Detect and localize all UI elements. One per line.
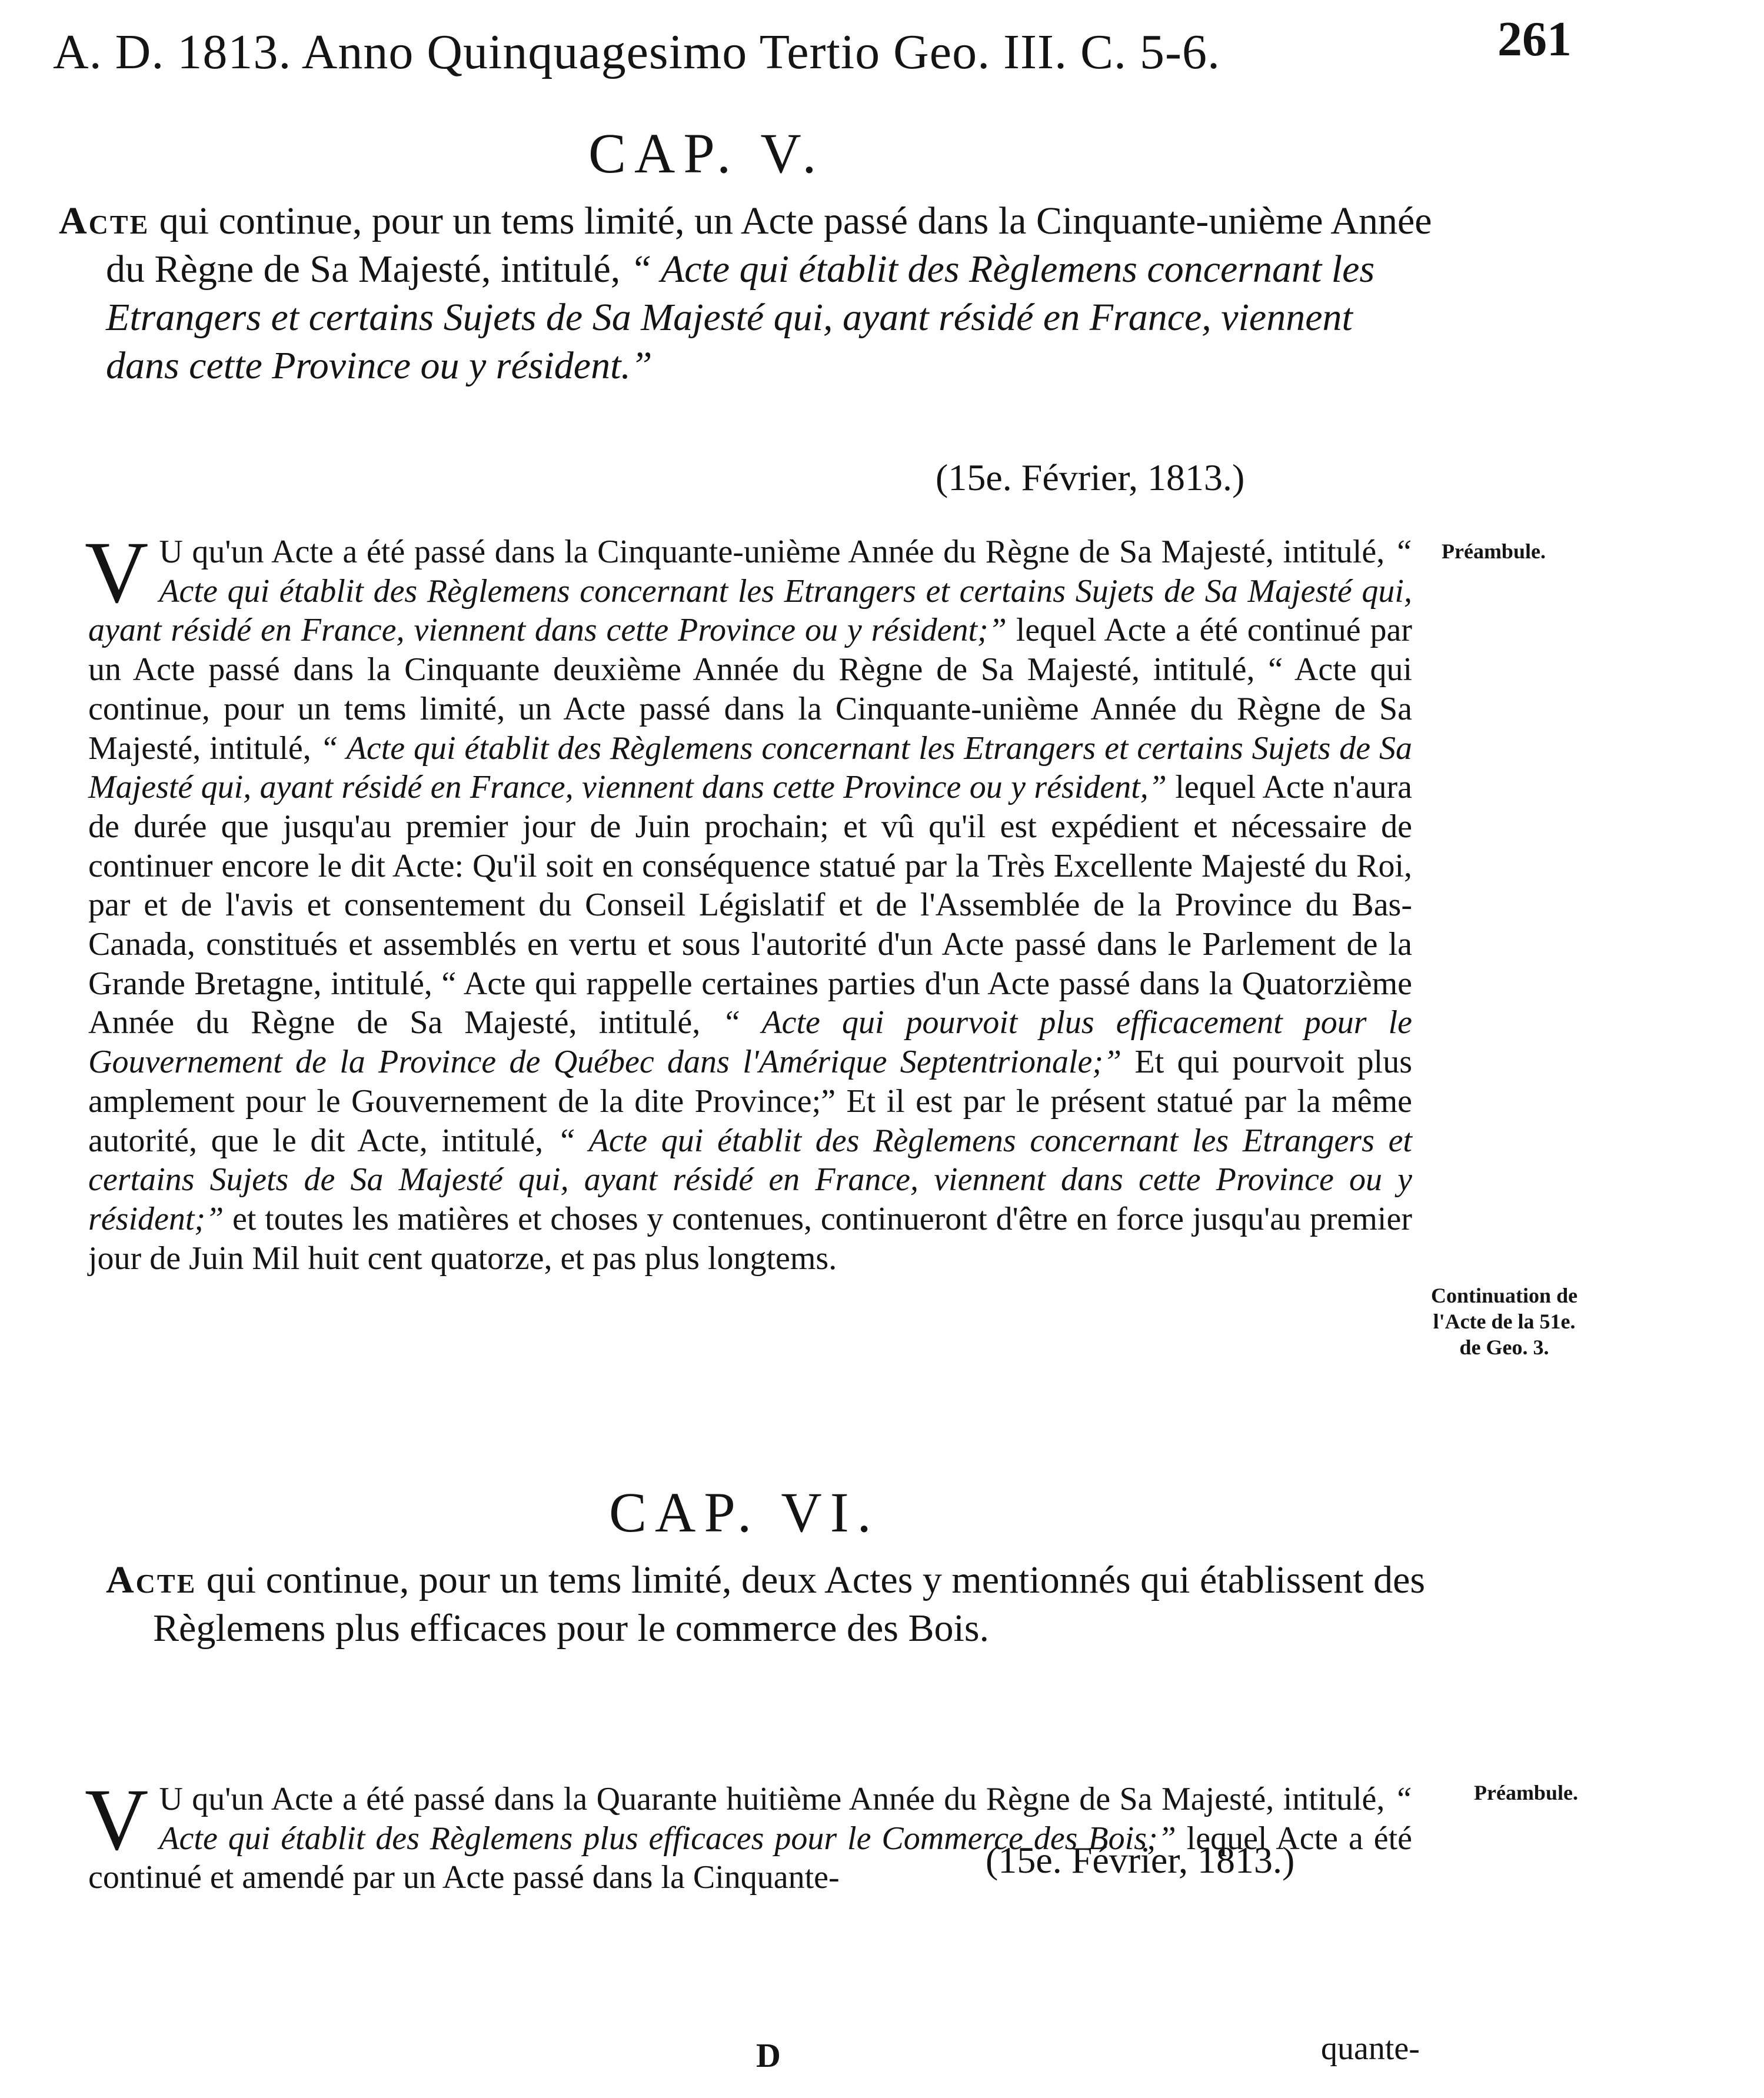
body-italic-run: “ Acte qui établit des Règlemens plus efficaces pour le Commerce des Bois;” <box>159 1781 1412 1857</box>
chapter-heading-cap-v: CAP. V. <box>588 122 825 185</box>
act-title-lead: Acte <box>106 1558 197 1601</box>
drop-cap: V <box>85 1771 149 1869</box>
act-title-text: qui continue, pour un tems limité, deux Actes y mentionnés qui établissent des Règlemens plus efficaces pour le commerce des Bois. <box>153 1558 1426 1650</box>
act-title-quoted: “ Acte qui établit des Règlemens concernant les Etrangers et certains Sujets de Sa Majesté qui, ayant résidé en France, viennent dans cette Province ou y résident.” <box>106 248 1375 387</box>
margin-note-continuation: Continuation de l'Acte de la 51e. de Geo. 3. <box>1431 1284 1578 1359</box>
running-head: A. D. 1813. Anno Quinquagesimo Tertio Geo. III. C. 5-6. <box>53 25 1221 79</box>
body-text-run: lequel Acte a été continué et amendé par un Acte passé dans la Cinquante- <box>88 1820 1412 1896</box>
page-number: 261 <box>1497 12 1572 66</box>
body-text-run: U qu'un Acte a été passé dans la Cinquante-unième Année du Règne de Sa Majesté, intitulé, <box>159 534 1394 570</box>
body-text-run: Et qui pourvoit plus amplement pour le Gouvernement de la dite Province;” Et il est par le présent statué par la même autorité, que le dit Acte, intitulé, <box>88 1044 1412 1159</box>
body-italic-run: “ Acte qui établit des Règlemens concernant les Etrangers et certains Sujets de Sa Majesté qui, ayant résidé en France, viennent dans cette Province ou y résident;” <box>88 534 1412 649</box>
chapter-heading-cap-vi: CAP. VI. <box>609 1481 880 1544</box>
body-text-run: lequel Acte n'aura de durée que jusqu'au premier jour de Juin prochain; et vû qu'il est expédient et nécessaire de continuer encore le dit Acte: Qu'il soit en conséquence statué par la Très Excellente Majesté du Roi, par et de l'avis et consentement du Conseil Législatif et de l'Assemblée de la Province du Bas-Canada, constitués et assemblés en vertu et sous l'autorité d'un Acte passé dans le Parlement de la Grande Bretagne, intitulé, “ Acte qui rappelle certaines parties d'un Acte passé dans la Quatorzième Année du Règne de Sa Majesté, intitulé, <box>88 769 1412 1041</box>
body-italic-run: “ Acte qui établit des Règlemens concernant les Etrangers et certains Sujets de Sa Majesté qui, ayant résidé en France, viennent dans cette Province ou y résident,” <box>88 730 1412 806</box>
drop-cap: V <box>85 524 149 621</box>
body-italic-run: “ Acte qui établit des Règlemens concernant les Etrangers et certains Sujets de Sa Majesté qui, ayant résidé en France, viennent dans cette Province ou y résident;” <box>88 1122 1412 1237</box>
body-italic-run: “ Acte qui pourvoit plus efficacement pour le Gouvernement de la Province de Québec dans l'Amérique Septentrionale;” <box>88 1004 1412 1081</box>
act-date-cap-vi: (15e. Février, 1813.) <box>986 1839 1295 1881</box>
act-title-text: qui continue, pour un tems limité, un Acte passé dans la Cinquante-unième Année du Règne de Sa Majesté, intitulé, <box>106 199 1432 291</box>
act-date-cap-v: (15e. Février, 1813.) <box>936 457 1245 498</box>
act-title-cap-vi <box>106 1556 1447 1653</box>
act-title-cap-v <box>59 197 1436 390</box>
act-title-lead: Acte <box>59 199 150 242</box>
margin-note-preambule: Préambule. <box>1474 1781 1578 1804</box>
act-body-cap-v <box>85 524 1413 1278</box>
act-body-cap-vi <box>85 1771 1412 1897</box>
body-text-run: U qu'un Acte a été passé dans la Quarante huitième Année du Règne de Sa Majesté, intitulé, <box>159 1781 1394 1817</box>
body-text-run: lequel Acte a été continué par un Acte passé dans la Cinquante deuxième Année du Règne de Sa Majesté, intitulé, “ Acte qui continue, pour un tems limité, un Acte passé dans la Cinquante-unième Année du Règne de Sa Majesté, intitulé, <box>88 612 1413 767</box>
signature-mark: D <box>756 2036 781 2074</box>
margin-note-preambule: Préambule. <box>1442 540 1546 563</box>
catchword: quante- <box>1321 2030 1420 2067</box>
body-text-run: et toutes les matières et choses y contenues, continueront d'être en force jusqu'au premier jour de Juin Mil huit cent quatorze, et pas plus longtems. <box>88 1200 1412 1277</box>
